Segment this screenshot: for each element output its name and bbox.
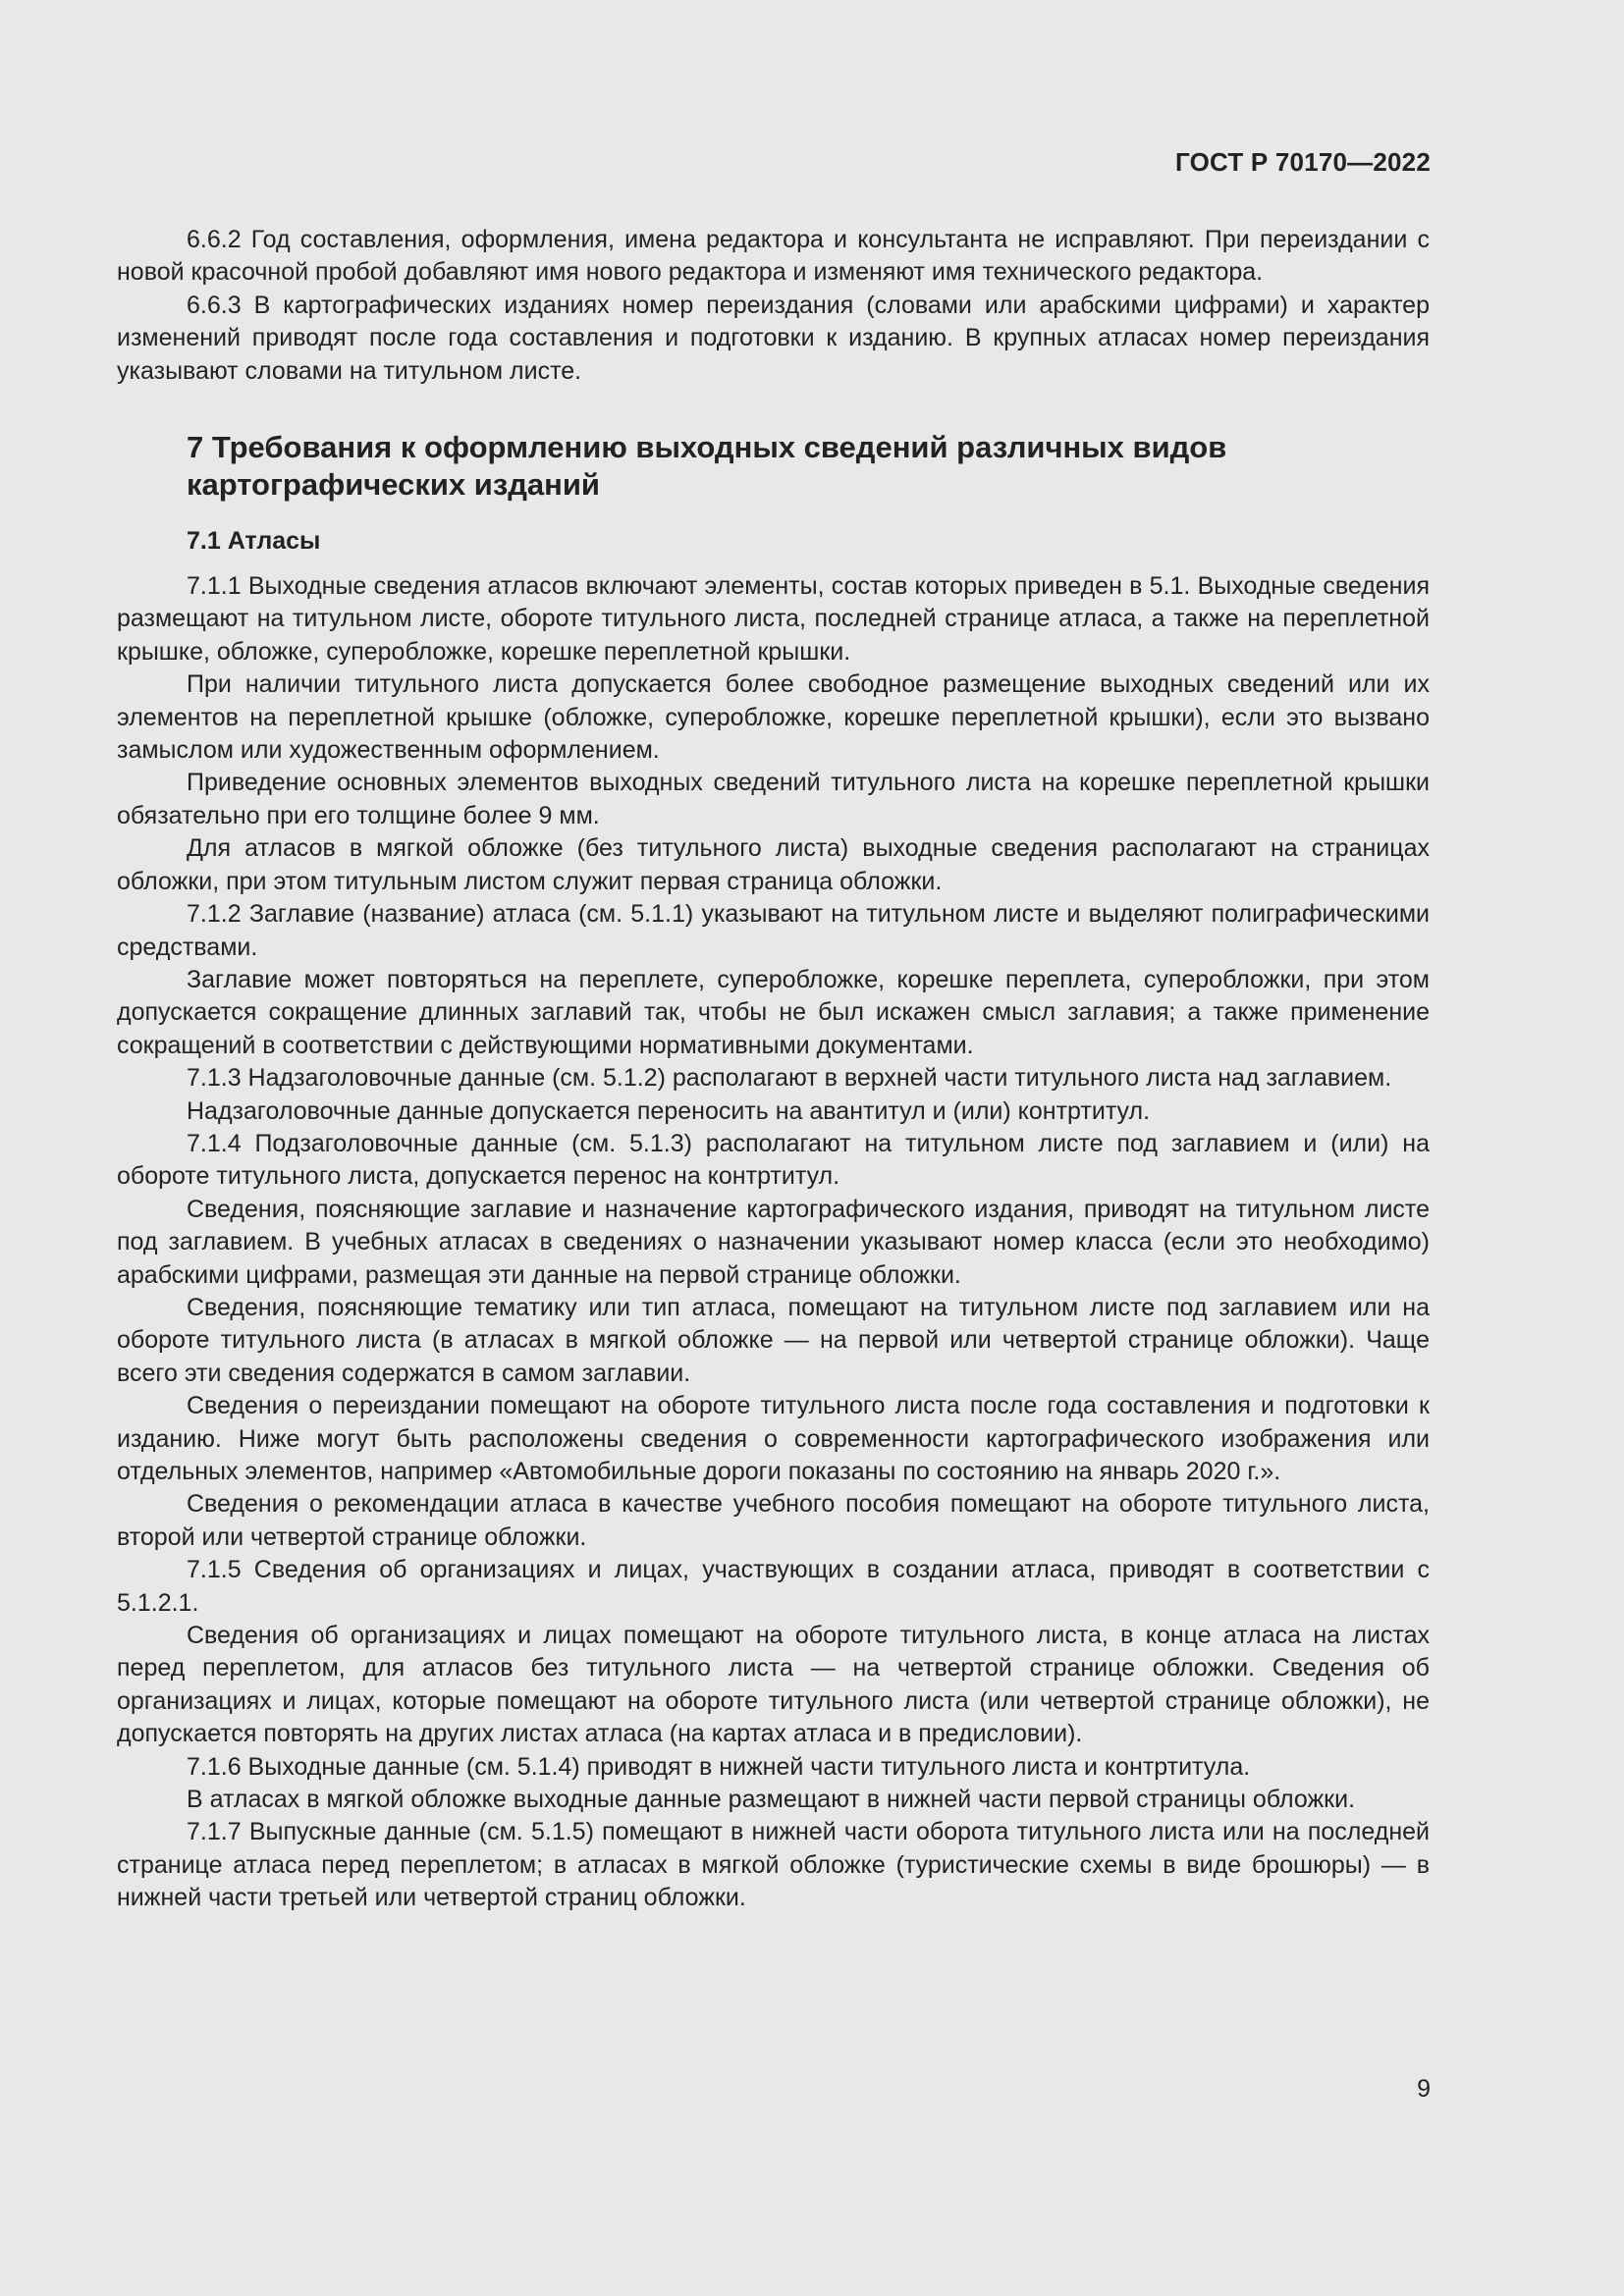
paragraph-7-1-3: 7.1.3 Надзаголовочные данные (см. 5.1.2) располагают в верхней части титульного листа над заглавием.	[187, 1064, 1392, 1093]
paragraph-7-1-4: 7.1.4 Подзаголовочные данные (см. 5.1.3) располагают на титульном листе под заглавием и (или) на обороте титульного листа, допускается перенос на контртитул.	[117, 1129, 1430, 1191]
paragraph: Заглавие может повторяться на переплете, суперобложке, корешке переплета, суперобложки, при этом допускается сокращение длинных заглавий так, чтобы не был искажен смысл заглавия; а также применение сокращений в соответствии с действующими нормативными документами.	[117, 965, 1430, 1059]
paragraph: Сведения о рекомендации атласа в качестве учебного пособия помещают на обороте титульного листа, второй или четвертой странице обложки.	[117, 1490, 1430, 1551]
paragraph-7-1-5: 7.1.5 Сведения об организациях и лицах, участвующих в создании атласа, приводят в соответствии с 5.1.2.1.	[117, 1556, 1430, 1617]
section-7-title-line-1: 7 Требования к оформлению выходных сведений различных видов	[187, 430, 1227, 465]
paragraph: При наличии титульного листа допускается более свободное размещение выходных сведений или их элементов на переплетной крышке (обложке, суперобложке, корешке переплетной крышки), если это вызвано замыслом или художественным оформлением.	[117, 670, 1430, 765]
paragraph-6-6-2: 6.6.2 Год составления, оформления, имена редактора и консультанта не исправляют. При переиздании с новой красочной пробой добавляют имя нового редактора и изменяют имя технического редактора.	[117, 226, 1430, 287]
paragraph: Надзаголовочные данные допускается переносить на авантитул и (или) контртитул.	[187, 1096, 1151, 1125]
paragraph: Сведения о переиздании помещают на обороте титульного листа после года составления и подготовки к изданию. Ниже могут быть расположены сведения о современности картографического изображения или отдельных элементов, например «Автомобильные дороги показаны по состоянию на январь 2020 г.».	[117, 1392, 1430, 1485]
paragraph: В атласах в мягкой обложке выходные данные размещают в нижней части первой страницы обложки.	[187, 1786, 1356, 1814]
section-7-title-line-2: картографических изданий	[187, 467, 600, 503]
paragraph: Сведения, поясняющие тематику или тип атласа, помещают на титульном листе под заглавием или на обороте титульного листа (в атласах в мягкой обложке — на первой или четвертой странице обложки). Чаще всего эти сведения содержатся в самом заглавии.	[117, 1293, 1430, 1387]
paragraph-6-6-3: 6.6.3 В картографических изданиях номер переиздания (словами или арабскими цифрами) и характер изменений приводят после года составления и подготовки к изданию. В крупных атласах номер переиздания указывают словами на титульном листе.	[117, 291, 1430, 385]
paragraph: Приведение основных элементов выходных сведений титульного листа на корешке переплетной крышки обязательно при его толщине более 9 мм.	[117, 769, 1430, 829]
paragraph-7-1-1: 7.1.1 Выходные сведения атласов включают элементы, состав которых приведен в 5.1. Выходные сведения размещают на титульном листе, обороте титульного листа, последней странице атласа, а также на переплетной крышке, обложке, суперобложке, корешке переплетной крышки.	[117, 572, 1430, 666]
paragraph: Для атласов в мягкой обложке (без титульного листа) выходные сведения располагают на страницах обложки, при этом титульным листом служит первая страница обложки.	[117, 834, 1430, 895]
paragraph-7-1-2: 7.1.2 Заглавие (название) атласа (см. 5.1.1) указывают на титульном листе и выделяют полиграфическими средствами.	[117, 900, 1430, 961]
document-code-header: ГОСТ Р 70170—2022	[1175, 147, 1431, 177]
paragraph: Сведения, поясняющие заглавие и назначение картографического издания, приводят на титульном листе под заглавием. В учебных атласах в сведениях о назначении указывают номер класса (если это необходимо) арабскими цифрами, размещая эти данные на первой странице обложки.	[117, 1195, 1430, 1289]
section-7-title	[187, 429, 1430, 504]
page-number: 9	[1417, 2075, 1431, 2103]
paragraph-7-1-7: 7.1.7 Выпускные данные (см. 5.1.5) помещают в нижней части оборота титульного листа или на последней странице атласа перед переплетом; в атласах в мягкой обложке (туристические схемы в виде брошюры) — в нижней части третьей или четвертой страниц обложки.	[117, 1818, 1430, 1912]
paragraph-7-1-6: 7.1.6 Выходные данные (см. 5.1.4) приводят в нижней части титульного листа и контртитула.	[187, 1752, 1251, 1781]
paragraph: Сведения об организациях и лицах помещают на обороте титульного листа, в конце атласа на листах перед переплетом, для атласов без титульного листа — на четвертой странице обложки. Сведения об организациях и лицах, которые помещают на обороте титульного листа (или четвертой странице обложки), не допускается повторять на других листах атласа (на картах атласа и в предисловии).	[117, 1622, 1430, 1748]
subsection-7-1-title: 7.1 Атласы	[187, 527, 321, 556]
page-content	[117, 224, 1430, 1915]
